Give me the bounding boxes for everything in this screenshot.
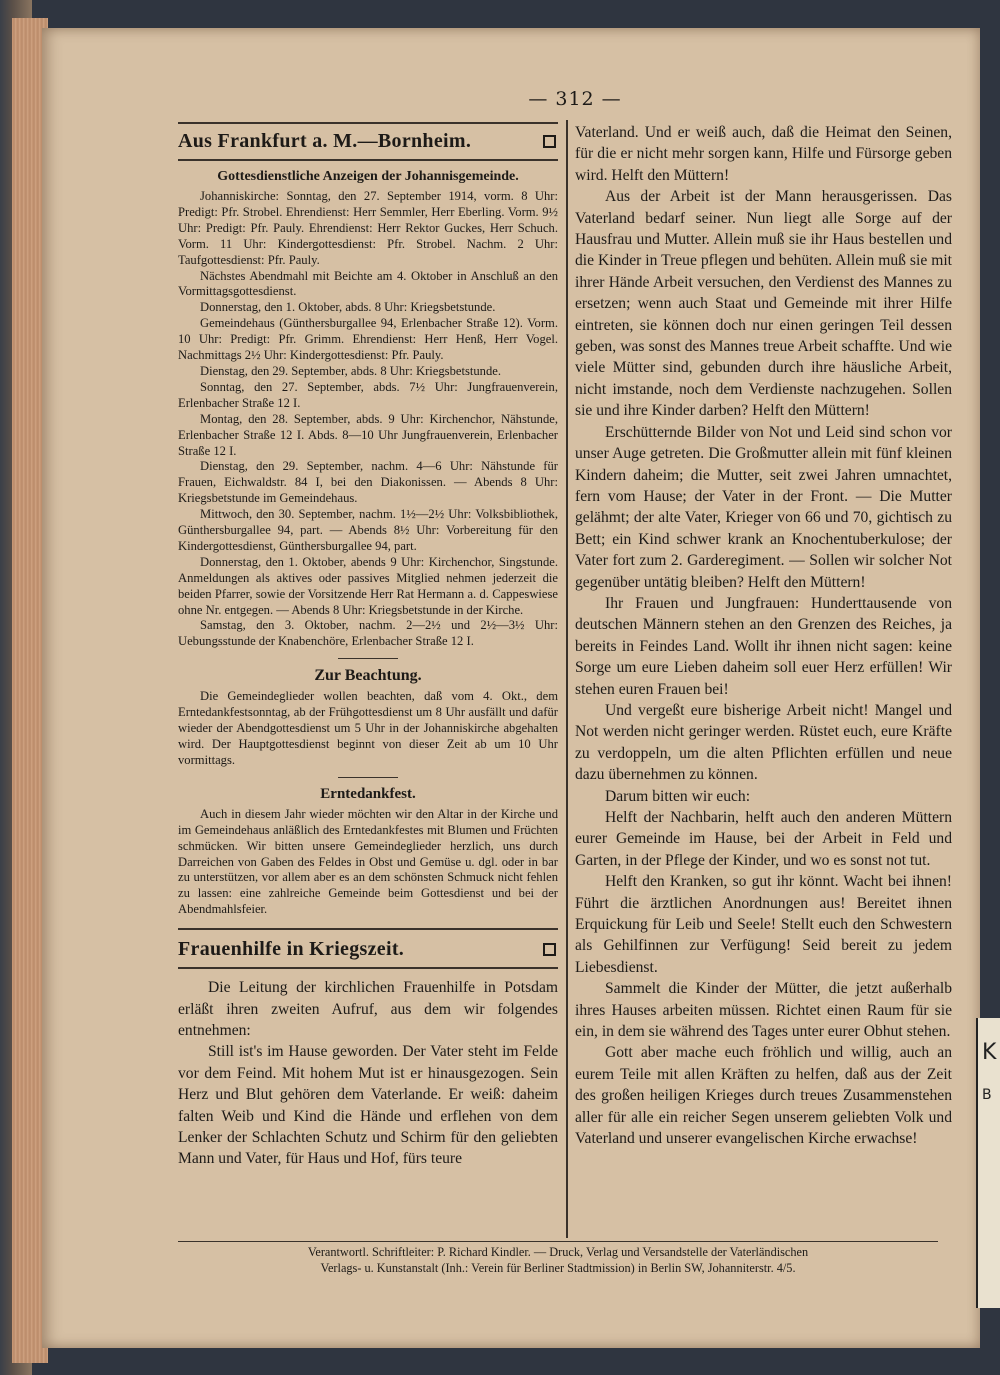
separator-rule [338,658,398,659]
imprint-footer [178,1244,938,1276]
erntedank-paragraph: Auch in diesem Jahr wieder möchten wir den Altar in der Kirche und im Gemeindehaus anläßlich des Erntedankfestes mit Blumen und Früchten schmücken. Wir bitten unsere Gemeindeglieder herzlich, uns durch Darreichen von Gaben des Feldes in Obst und Gemüse u. dgl. oder in bar zu unterstützen, vor allem aber es an dem schönsten Schmuck nicht fehlen zu lassen: eine zahlreiche Gemeinde beim Gottesdienst und bei der Abendmahlsfeier. [178,806,558,917]
announcement-paragraph: Donnerstag, den 1. Oktober, abends 9 Uhr: Kirchenchor, Singstunde. Anmeldungen als aktives oder passives Mitglied nehmen jederzeit die beiden Pfarrer, sowie der Vorsitzende Herr Rat Hermann a. d. Cappeswiese ohne Nr. entgegen. — Abends 8 Uhr: Kriegsbetstunde in der Kirche. [178,554,558,617]
scrap-letter-2: B [982,1087,992,1103]
body-paragraph: Sammelt die Kinder der Mütter, die jetzt außerhalb ihres Hauses arbeiten müssen. Richtet einen Raum für sie ein, in dem sie während des Tages unter eurer Obhut stehen. [575,980,952,1041]
section-heading-frauenhilfe [178,938,558,961]
erntedank-block [178,807,558,918]
body-paragraph: Ihr Frauen und Jungfrauen: Hunderttausende von deutschen Männern stehen an den Grenzen des Reiches, ja bereits in Feindes Land. Wollt ihr ihnen nicht sagen: keine Sorge um eure Lieben daheim soll euer Herz erfüllen! Wir stehen euren Frauen bei! [575,594,952,698]
imprint-line-1: Verantwortl. Schriftleiter: P. Richard Kindler. — Druck, Verlag und Versandstelle der Vaterländischen [307,1245,809,1259]
announcements-block [178,189,558,650]
announcement-paragraph: Johanniskirche: Sonntag, den 27. September 1914, vorm. 8 Uhr: Predigt: Pfr. Strobel. Ehrendienst: Herr Semmler, Herr Eberling. Vorm. 9½ Uhr: Predigt: Pfr. Pauly. Ehrendienst: Herr Rektor Guckes, Herr Schuch. Vorm. 11 Uhr: Kindergottesdienst: Pfr. Strobel. Nachm. 2 Uhr: Taufgottesdienst: Pfr. Pauly. [178,189,558,267]
body-paragraph: Helft den Kranken, so gut ihr könnt. Wacht bei ihnen! Führt die ärztlichen Anordnungen aus! Bereitet ihnen Erquickung für Leib und Seele! Stellt euch den Schwestern als Gehilfinnen zur Verfügung! Seid bereit zu jedem Liebesdienst. [575,873,952,976]
column-divider [566,120,568,1238]
heading-erntedankfest: Erntedankfest. [320,785,416,802]
page-number: — 312 — [528,88,622,110]
beachtung-block [178,689,558,769]
square-ornament-icon [543,135,556,148]
right-body-text [575,122,952,1150]
announcement-paragraph: Mittwoch, den 30. September, nachm. 1½—2½ Uhr: Volksbibliothek, Günthersburgallee 94, part. — Abends 8½ Uhr: Vorbereitung für den Kindergottesdienst, Günthersburgallee 94, part. [178,507,558,553]
separator-rule [338,777,398,778]
square-ornament-icon [543,943,556,956]
frauenhilfe-text [178,977,558,1170]
scrap-letter-1: K [982,1040,997,1065]
body-paragraph: Helft der Nachbarin, helft auch den anderen Müttern eurer Gemeinde im Hause, bei der Arbeit in Feld und Garten, in der Pflege der Kinder, und wo es sonst not tut. [575,809,952,869]
body-paragraph: Darum bitten wir euch: [605,787,751,805]
heading-rule [178,967,558,969]
body-paragraph: Die Leitung der kirchlichen Frauenhilfe in Potsdam erläßt ihren zweiten Aufruf, aus dem wir folgendes entnehmen: [178,979,558,1039]
subheading-announcements: Gottesdienstliche Anzeigen der Johannisgemeinde. [217,169,519,184]
beachtung-paragraph: Die Gemeindeglieder wollen beachten, daß vom 4. Okt., dem Erntedankfestsonntag, ab der Frühgottesdienst um 8 Uhr ausfällt und dafür wieder der Abendgottesdienst um 5 Uhr in der Johanniskirche abgehalten wird. Der Hauptgottesdienst beginnt von dieser Zeit ab um 10 Uhr vormittags. [178,689,558,767]
heading-rule [178,159,558,161]
heading-text: Aus Frankfurt a. M.—Bornheim. [178,130,472,152]
body-paragraph: Und vergeßt eure bisherige Arbeit nicht! Mangel und Not werden nicht geringer werden. Rüstet euch, eure Kräfte zu verdoppeln, um die alten Pflichten erfüllen und neue dazu übernehmen zu können. [575,701,952,784]
body-paragraph: Vaterland. Und er weiß auch, daß die Heimat den Seinen, für die er nicht mehr sorgen kann, Hilfe und Fürsorge geben wird. Helft den Müttern! [575,124,952,184]
imprint-line-2: Verlags- u. Kunstanstalt (Inh.: Verein für Berliner Stadtmission) in Berlin SW, Johanniterstr. 4/5. [320,1261,796,1275]
adjacent-page-scrap [976,1018,1000,1308]
announcement-paragraph: Gemeindehaus (Günthersburgallee 94, Erlenbacher Straße 12). Vorm. 10 Uhr: Predigt: Pfr. Grimm. Ehrendienst: Herr Henß, Herr Vogel. Nachmittags 2½ Uhr: Kindergottesdienst: Pfr. Pauly. [178,316,558,363]
announcement-paragraph: Donnerstag, den 1. Oktober, abds. 8 Uhr: Kriegsbetstunde. [200,300,496,315]
announcement-paragraph: Dienstag, den 29. September, nachm. 4—6 Uhr: Nähstunde für Frauen, Eichwaldstr. 84 I, bei den Diakonissen. — Abends 8 Uhr: Kriegsbetstunde im Gemeindehaus. [178,459,558,506]
announcement-paragraph: Montag, den 28. September, abds. 9 Uhr: Kirchenchor, Nähstunde, Erlenbacher Straße 12 I. Abds. 8—10 Uhr Jungfrauenverein, Erlenbacher Straße 12 I. [178,411,558,458]
body-paragraph: Aus der Arbeit ist der Mann herausgerissen. Das Vaterland bedarf seiner. Nun liegt alle Sorge auf der Hausfrau und Mutter. Allein muß sie ihr Haus bestellen und die Kinder in Treue pflegen und behüten. Allein muß sie mit ihrer Hände Arbeit versuchen, den Verdienst des Mannes zu ersetzen; wenn auch Staat und Gemeinde mit ihrer Hilfe eintreten, sie können doch nur einen geringen Teil dessen geben, was sonst des Mannes treue Arbeit schaffte. Und wie viele Mütter sind, gebunden durch ihre häusliche Arbeit, nicht imstande, noch dem Verdienste nachzugehen. Sollen sie und ihre Kinder darben? Helft den Müttern! [575,188,952,420]
left-column [178,122,558,1170]
section-rule [178,928,558,930]
section-heading-frankfurt [178,130,558,153]
announcement-paragraph: Dienstag, den 29. September, abds. 8 Uhr: Kriegsbetstunde. [200,363,501,378]
announcement-paragraph: Nächstes Abendmahl mit Beichte am 4. Oktober in Anschluß an den Vormittagsgottesdienst. [178,268,558,299]
heading-beachtung: Zur Beachtung. [314,667,422,685]
body-paragraph: Erschütternde Bilder von Not und Leid sind schon vor unser Auge getreten. Die Großmutter allein mit fünf kleinen Kindern daheim; die Mutter, seit zwei Jahren umnachtet, fern vom Hause; der Vater in der Front. — Die Mutter gelähmt; der alte Vater, Krieger von 66 und 70, gichtisch zu Bett; ein Kind schwer krank an Knochentuberkulose; der Vater fort zum 2. Garderegiment. — Sollen wir solcher Not gegenüber untätig bleiben? Helft den Müttern! [575,423,952,591]
announcement-paragraph: Sonntag, den 27. September, abds. 7½ Uhr: Jungfrauenverein, Erlenbacher Straße 12 I. [178,379,558,410]
announcement-paragraph: Samstag, den 3. Oktober, nachm. 2—2½ und 2½—3½ Uhr: Uebungsstunde der Knabenchöre, Erlenbacher Straße 12 I. [178,618,558,649]
body-paragraph: Gott aber mache euch fröhlich und willig, auch an eurem Teile mit allen Kräften zu helfen, daß aus der Zeit des großen heiligen Krieges durch treues Zusammenstehen aller für alle ein reicher Segen unserem geliebten Volk und Vaterland und unserer evangelischen Kirche erwachse! [575,1044,952,1148]
heading-text: Frauenhilfe in Kriegszeit. [178,938,405,961]
right-column [575,122,952,1150]
body-paragraph: Still ist's im Hause geworden. Der Vater steht im Felde vor dem Feind. Mit hohem Mut ist er hinausgezogen. Sein Herz und Blut gehören dem Vaterlande. Er weiß: daheim falten Weib und Kind die Hände und erflehen von dem Lenker der Schlachten Schutz und Schirm für den geliebten Mann und Vater, für Haus und Hof, fürs teure [178,1043,558,1168]
footer-rule [178,1241,938,1242]
